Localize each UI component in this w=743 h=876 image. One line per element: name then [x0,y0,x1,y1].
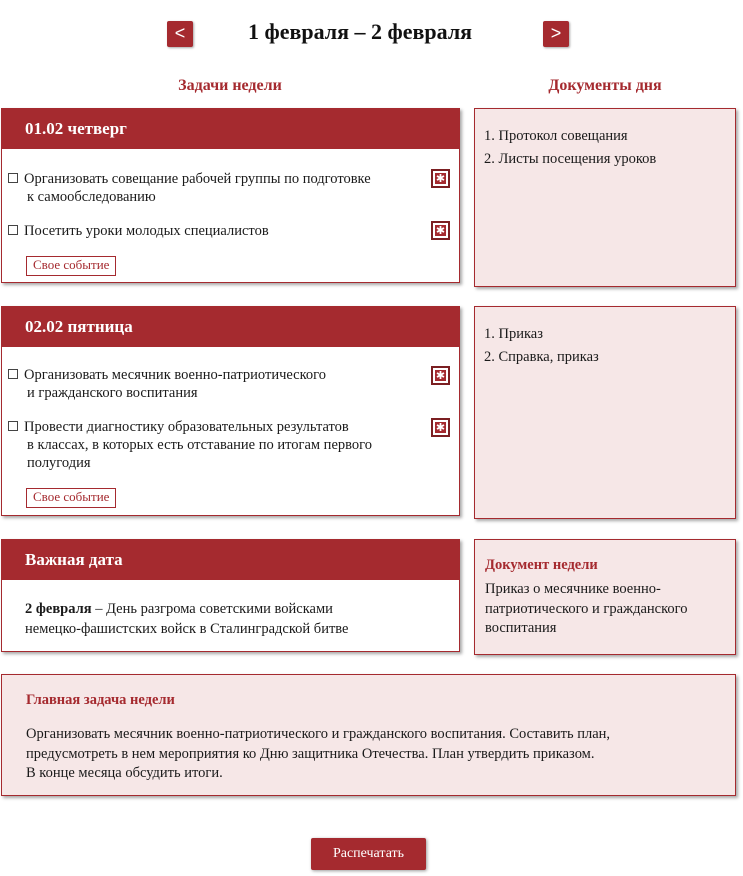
task-text-continued: полугодия [27,455,91,471]
main-task-line: предусмотреть в нем мероприятия ко Дню защитника Отечества. План утвердить приказом. [26,745,595,762]
day-card-thursday [1,108,460,283]
delete-task-button[interactable] [431,169,450,188]
main-task-text [26,725,610,784]
document-list [484,125,656,171]
document-item[interactable]: 1. Приказ [484,326,543,342]
day-documents-panel [474,108,736,287]
delete-task-button[interactable] [431,221,450,240]
delete-icon: ✱ [435,224,446,237]
own-event-button[interactable]: Свое событие [26,256,116,276]
delete-icon: ✱ [435,369,446,382]
checkbox-icon[interactable] [8,225,18,235]
important-date-line1: День разгрома советскими войсками [106,601,333,617]
delete-task-button[interactable] [431,366,450,385]
week-document-text[interactable] [485,580,687,639]
task-text: Посетить уроки молодых специалистов [24,223,269,239]
week-document-line: Приказ о месячнике военно- [485,581,661,597]
day-card-friday [1,306,460,516]
main-task-line: Организовать месячник военно-патриотического и гражданского воспитания. Составить план, [26,726,611,742]
day-documents-panel [474,306,736,519]
week-document-line: патриотического и гражданского [485,600,688,617]
next-week-button[interactable]: > [543,21,569,47]
day-card-title: 02.02 пятница [2,307,459,347]
task-text: Провести диагностику образовательных результатов [24,419,349,435]
main-task-line: В конце месяца обсудить итоги. [26,765,223,781]
document-item[interactable]: 1. Протокол совещания [484,128,628,144]
important-date-title: Важная дата [2,540,459,580]
tasks-column-heading: Задачи недели [178,77,282,94]
week-document-heading: Документ недели [485,557,598,573]
important-date-date: 2 февраля [25,601,92,617]
task-item [8,170,425,206]
docs-column-heading: Документы дня [548,77,662,94]
task-item [8,366,425,402]
prev-week-button[interactable]: < [167,21,193,47]
task-text: Организовать совещание рабочей группы по подготовке [24,171,371,187]
week-range-title: 1 февраля – 2 февраля [248,19,473,44]
week-document-line: воспитания [485,620,557,636]
task-item [8,222,425,240]
week-document-panel [474,539,736,655]
checkbox-icon[interactable] [8,173,18,183]
task-text-continued: к самообследованию [27,189,156,205]
important-date-card [1,539,460,652]
main-task-heading: Главная задача недели [26,692,175,708]
day-card-title: 01.02 четверг [2,109,459,149]
main-task-panel [1,674,736,796]
task-text-continued: в классах, в которых есть отставание по итогам первого [27,437,372,453]
document-item[interactable]: 2. Листы посещения уроков [484,151,657,167]
task-text: Организовать месячник военно-патриотического [24,367,326,383]
checkbox-icon[interactable] [8,421,18,431]
task-item [8,418,425,472]
important-date-dash: – [91,601,107,617]
document-list [484,323,599,369]
important-date-text [25,600,348,639]
important-date-line2: немецко-фашистских войск в Сталинградской битве [25,620,349,637]
own-event-button[interactable]: Свое событие [26,488,116,508]
document-item[interactable]: 2. Справка, приказ [484,349,599,365]
checkbox-icon[interactable] [8,369,18,379]
delete-icon: ✱ [435,172,446,185]
delete-task-button[interactable] [431,418,450,437]
print-button[interactable]: Распечатать [311,838,426,870]
task-text-continued: и гражданского воспитания [27,385,198,401]
delete-icon: ✱ [435,421,446,434]
